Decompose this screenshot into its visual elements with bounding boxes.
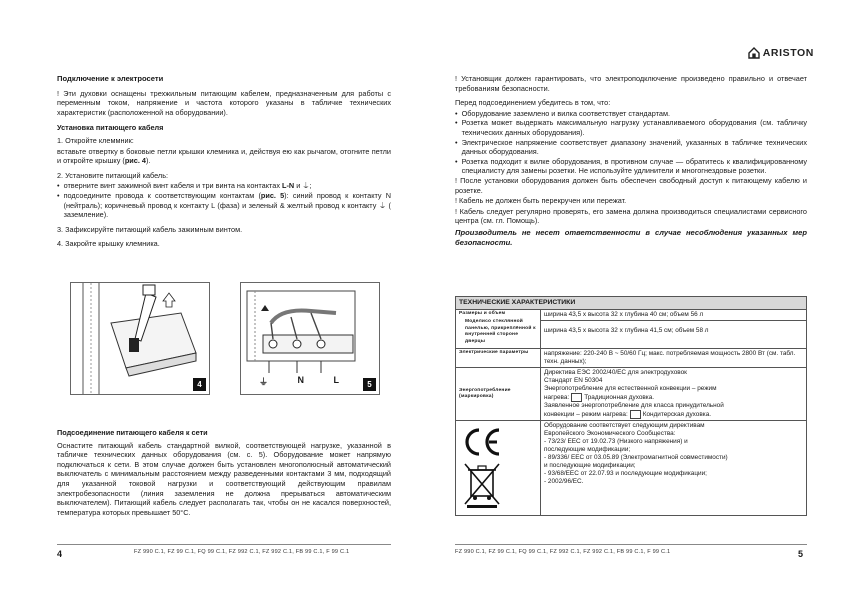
page-number-right: 5 bbox=[798, 549, 804, 559]
screwdriver-illustration bbox=[71, 283, 210, 395]
check-item: • Розетка может выдержать максимальную нагрузку устанавливаемого оборудования (см. табличку технических данных оборудования). bbox=[455, 118, 807, 137]
table-row bbox=[456, 349, 807, 368]
figure-number-5: 5 bbox=[363, 378, 376, 391]
step-1-text: вставьте отвертку в боковые петли крышки клемника и, действуя ею как рычагом, отогните петли и откройте крышку (рис. 4). bbox=[57, 146, 391, 166]
directives-value: Оборудование соответствует следующим директивам Европейского Экономического Сообщества: - 73/23/ EEC от 19.02.73 (Низкого напряжения) и последующие модификации; - 89/336/ EEC от 03.05.89 (Электромагнитной совместимости) и последующие модификации; - 93/68/EEC от 22.07.93 и последующие модификации; - 2002/96/EC. bbox=[541, 421, 807, 515]
before-connecting: Перед подсоединением убедитесь в том, что: bbox=[455, 98, 611, 108]
step-2: 2. Установите питающий кабель: bbox=[57, 170, 169, 180]
check-item: • Оборудование заземлено и вилка соответствует стандартам. bbox=[455, 108, 670, 118]
subsection-title-plug: Подсоединение питающего кабеля к сети bbox=[57, 428, 208, 437]
page-number-left: 4 bbox=[57, 549, 63, 559]
model-list-right: FZ 990 C.1, FZ 99 C.1, FQ 99 C.1, FZ 992 C.1, FZ 992 C.1, FB 99 C.1, F 99 C.1 bbox=[455, 549, 671, 555]
step-2-bullet-2: • подсоедините провода к соответствующим контактам (рис. 5): синий провод к контакту N (нейтраль); коричневый провод к контакту L (фаза) и зеленый & желтый провод к контакту ⏚ ( заземление). bbox=[57, 190, 391, 220]
terminal-label-earth: ⏚ bbox=[259, 377, 269, 387]
figure-number-4: 4 bbox=[193, 378, 206, 391]
right-page bbox=[420, 0, 841, 595]
dims2-value: ширина 43,5 х высота 32 х глубина 41,5 см; объем 58 л bbox=[541, 321, 807, 349]
house-logo-icon bbox=[748, 47, 760, 59]
power-value: напряжение: 220-240 В ~ 50/60 Гц; макс. потребляемая мощность 2800 Вт (см. табл. техн. данных); bbox=[541, 349, 807, 368]
right-column bbox=[455, 74, 807, 249]
terminal-label-n: N bbox=[297, 375, 304, 385]
plug-paragraph: Оснастите питающий кабель стандартной вилкой, соответствующей нагрузке, указанной в табличке технических данных оборудования (см. с. 5). Оборудование может напрямую подключаться к сети. В этом случае должен быть установлен многополюсный автоматический выключатель с минимальным расстоянием между разведенными контактами 3 мм, подходящий для указанной токовой нагрузки и соответствующий действующим правилам электробезопасности (линия заземления не должна прерываться автоматическим выключателем). Питающий кабель следует располагать так, чтобы он не касался поверхностей, температура которых превышает 50°C. bbox=[57, 440, 391, 517]
note-item: ! Кабель следует регулярно проверять, его замена должна производиться специалистами сервисного центра (см. гл. Помощь). bbox=[455, 206, 807, 226]
figure-5-wiring bbox=[240, 282, 380, 395]
model-list-left: FZ 990 C.1, FZ 99 C.1, FQ 99 C.1, FZ 992 C.1, FZ 992 C.1, FB 99 C.1, F 99 C.1 bbox=[134, 549, 350, 555]
dims-value: ширина 43,5 х высота 32 х глубина 40 см; объем 56 л bbox=[541, 310, 807, 321]
marks-cell bbox=[456, 421, 541, 515]
step-3: 3. Зафиксируйте питающий кабель зажимным винтом. bbox=[57, 224, 243, 234]
disclaimer: Производитель не несет ответственности в случае несоблюдения указанных мер безопасности. bbox=[455, 227, 807, 247]
intro-paragraph: ! Эти духовки оснащены трехжильным питающим кабелем, предназначенным для работы с переменным током, напряжение и частота которого указаны в табличке технических характеристик (расположенной на оборудовании). bbox=[57, 88, 391, 117]
compliance-marks bbox=[459, 422, 537, 510]
check-item: • Розетка подходит к вилке оборудования, в противном случае — обратитесь к квалифицированному специалисту для замены розетки. Не используйте удлинители и многогнездовые розетки. bbox=[455, 156, 807, 176]
power-label: Электрические параметры bbox=[456, 349, 541, 368]
left-column bbox=[57, 74, 391, 250]
subsection-title-install: Установка питающего кабеля bbox=[57, 123, 164, 133]
footer-divider-right bbox=[455, 544, 807, 545]
technical-specs-table bbox=[455, 296, 807, 516]
energy-label: Энергопотребление (маркировка) bbox=[456, 368, 541, 421]
note-item: ! Кабель не должен быть перекручен или пережат. bbox=[455, 196, 627, 206]
figure-4-terminal-cover bbox=[70, 282, 210, 395]
terminal-labels bbox=[259, 375, 339, 388]
brand-logo bbox=[748, 47, 814, 59]
section-title-electrical: Подключение к электросети bbox=[57, 74, 164, 83]
table-header-row bbox=[456, 297, 807, 310]
left-page bbox=[0, 0, 420, 595]
traditional-oven-icon bbox=[571, 393, 582, 402]
energy-value: Директива ЕЭС 2002/40/ЕС для электродуховок Стандарт EN 50304 Энергопотребление для естественной конвекции – режим нагрева: Традиционная духовка. Заявленное энергопотребление для класса принудительной конвекции – режим нагрева: Кондитерская духовка. bbox=[541, 368, 807, 421]
table-row bbox=[456, 421, 807, 515]
left-column-bottom bbox=[57, 422, 391, 518]
ce-mark-icon bbox=[467, 430, 499, 454]
footer-divider-left bbox=[57, 544, 391, 545]
check-item: • Электрическое напряжение соответствует диапазону значений, указанных в табличке технических данных оборудования. bbox=[455, 137, 807, 157]
step-2-bullet-1: • отверните винт зажимной винт кабеля и три винта на контактах L-N и ⏚; bbox=[57, 181, 312, 191]
step-4: 4. Закройте крышку клемника. bbox=[57, 239, 160, 249]
table-row bbox=[456, 368, 807, 421]
installer-warning: ! Установщик должен гарантировать, что электроподключение произведено правильно и отвечает требованиям безопасности. bbox=[455, 74, 807, 93]
table-title: ТЕХНИЧЕСКИЕ ХАРАКТЕРИСТИКИ bbox=[456, 297, 807, 310]
pastry-oven-icon bbox=[630, 410, 641, 419]
note-item: ! После установки оборудования должен быть обеспечен свободный доступ к питающему кабелю и розетке. bbox=[455, 175, 807, 195]
brand-name: ARISTON bbox=[762, 47, 814, 59]
step-1: 1. Откройте клеммник: bbox=[57, 135, 134, 145]
table-row bbox=[456, 310, 807, 321]
weee-bin-icon bbox=[465, 464, 499, 508]
dims-label-cell: Размеры и объем Моделисо стеклянной панелью, прикреплённой к внутренней стороне дверцы bbox=[456, 310, 541, 349]
terminal-label-l: L bbox=[333, 375, 339, 385]
